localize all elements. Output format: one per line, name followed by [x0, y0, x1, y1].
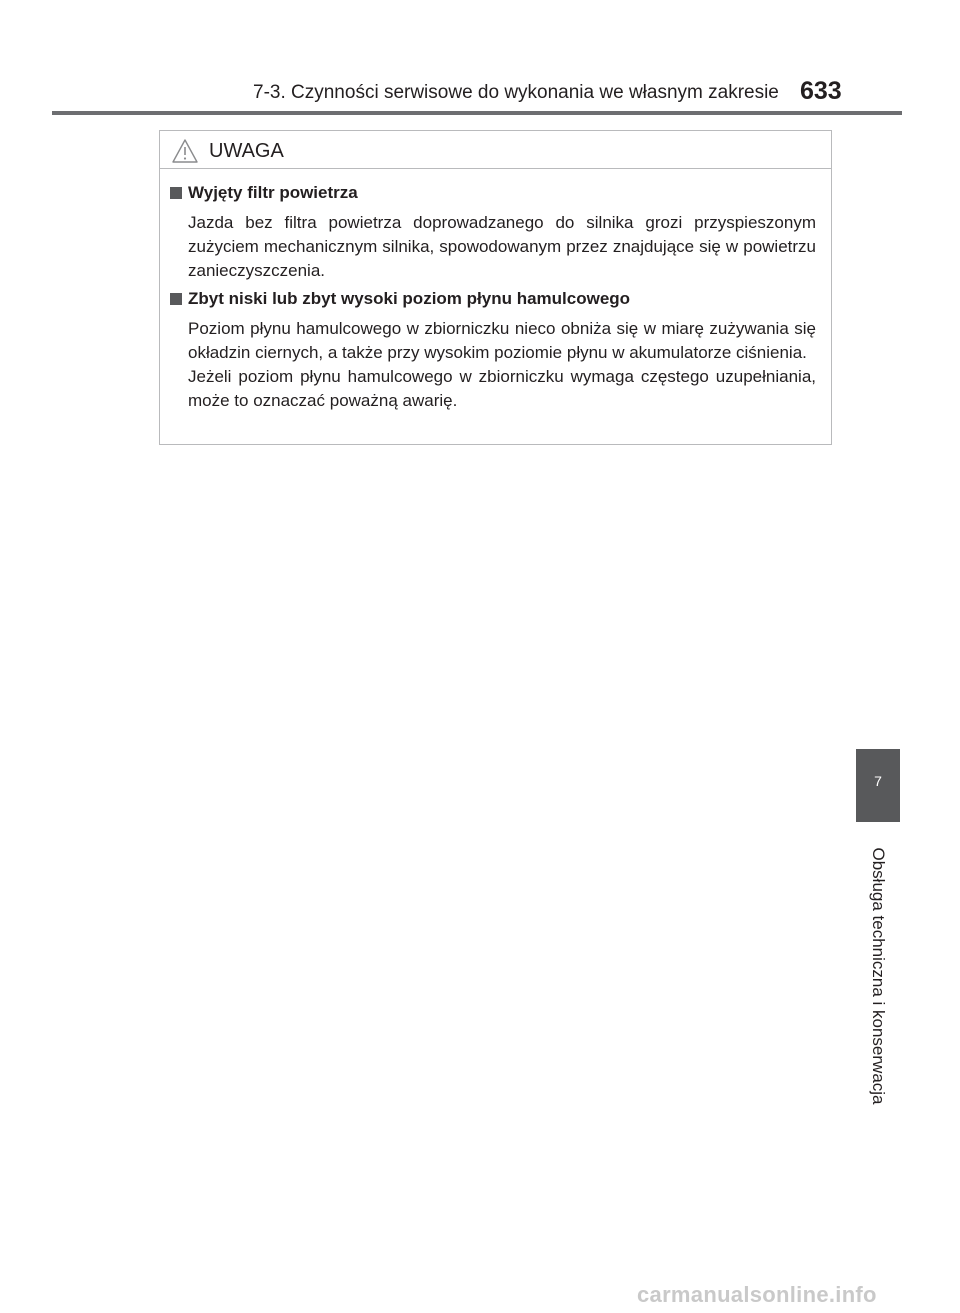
page-number: 633 [800, 77, 842, 105]
section-title: Zbyt niski lub zbyt wysoki poziom płynu hamulcowego [188, 289, 631, 308]
section-title: Wyjęty filtr powietrza [188, 183, 358, 202]
section-paragraph: Jeżeli poziom płynu hamulcowego w zbiorniczku wymaga częstego uzupełniania, może to oznaczać poważną awarię. [188, 367, 816, 410]
section-bullet-icon [170, 293, 182, 305]
chapter-label: Obsługa techniczna i konserwacja [869, 847, 888, 1105]
watermark: carmanualsonline.info [637, 1282, 877, 1307]
warning-label: UWAGA [209, 140, 284, 162]
section-bullet-icon [170, 187, 182, 199]
section-body [188, 211, 816, 283]
warning-triangle-icon [172, 139, 198, 163]
chapter-number: 7 [874, 773, 882, 789]
chapter-label-wrap [860, 830, 896, 1122]
warning-box [159, 130, 832, 445]
header-divider [52, 111, 902, 115]
warning-header [160, 131, 831, 169]
section-paragraph: Jazda bez filtra powietrza doprowadzanego do silnika grozi przyspieszonym zużyciem mechanicznym silnika, spowodowanym przez znajdujące się w powietrzu zanieczyszczenia. [188, 213, 816, 280]
chapter-title: 7-3. Czynności serwisowe do wykonania we własnym zakresie [253, 82, 779, 103]
section-paragraph: Poziom płynu hamulcowego w zbiorniczku nieco obniża się w miarę zużywania się okładzin ciernych, a także przy wysokim poziomie płynu w akumulatorze ciśnienia. [188, 319, 816, 362]
chapter-tab [856, 749, 900, 822]
section-body [188, 317, 816, 413]
